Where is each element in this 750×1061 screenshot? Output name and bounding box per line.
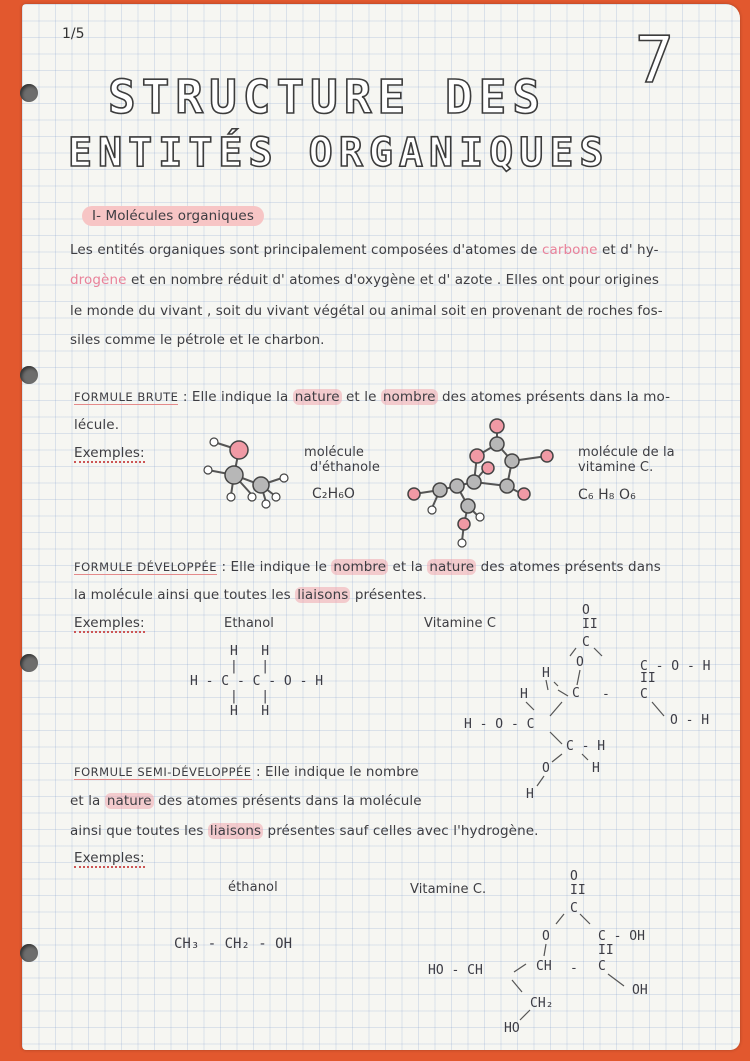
svg-text:-: - — [602, 687, 610, 702]
ethanol-model — [194, 430, 304, 512]
carbon-atom — [467, 475, 481, 489]
text-liaisons: liaisons — [209, 823, 262, 839]
svg-text:C - H: C - H — [566, 739, 606, 754]
formula-row: H - C - C - O - H — [190, 674, 324, 689]
svg-text:-: - — [570, 961, 578, 976]
developpee-line — [74, 559, 661, 575]
svg-text:II: II — [570, 883, 586, 898]
svg-text:C: C — [570, 901, 578, 916]
hydrogen-atom — [272, 493, 280, 501]
svg-text:II: II — [598, 943, 614, 958]
ethanol-name-l1: molécule — [304, 445, 365, 460]
semi-line2 — [70, 793, 422, 809]
binder-hole — [20, 84, 38, 102]
svg-text:O: O — [542, 929, 550, 944]
text-nature: nature — [429, 559, 475, 575]
text: et le — [346, 389, 377, 405]
svg-text:O: O — [570, 869, 578, 884]
carbon-atom — [490, 437, 504, 451]
carbon-atom — [253, 477, 269, 493]
formula-row: H H — [230, 644, 270, 659]
oxygen-atom — [470, 449, 484, 463]
text: et la — [392, 559, 423, 575]
ethanol-developed-formula — [190, 644, 323, 719]
oxygen-atom — [458, 518, 470, 530]
ethanol-semi-formula: CH₃ - CH₂ - OH — [174, 936, 293, 952]
text: des atomes présents dans la molécule — [158, 793, 422, 809]
notebook-page — [22, 4, 740, 1050]
binder-hole — [20, 366, 38, 384]
svg-text:OH: OH — [632, 983, 648, 998]
hydrogen-atom — [262, 500, 270, 508]
text: la molécule ainsi que toutes les — [74, 587, 291, 603]
carbon-atom — [461, 499, 475, 513]
hydrogen-atom — [227, 493, 235, 501]
vitamin-c-model — [402, 416, 562, 551]
page-number: 1/5 — [62, 26, 85, 42]
svg-text:C: C — [598, 959, 606, 974]
text: présentes. — [354, 587, 427, 603]
svg-text:II: II — [582, 617, 598, 632]
text-nature: nature — [294, 389, 340, 405]
vitamin-name-l1: molécule de la — [578, 445, 675, 460]
text: Les entités organiques sont principalement composées d'atomes de — [70, 242, 538, 258]
text: : Elle indique la — [182, 389, 289, 405]
svg-text:CH: CH — [536, 959, 552, 974]
binder-hole — [20, 654, 38, 672]
text-nombre: nombre — [333, 559, 387, 575]
hydrogen-atom — [476, 513, 484, 521]
text: présentes sauf celles avec l'hydrogène. — [267, 823, 539, 839]
vitamin-name-l2: vitamine C. — [578, 460, 654, 475]
hydrogen-atom — [280, 474, 288, 482]
examples-label: Exemples: — [74, 850, 145, 866]
paragraph-line: le monde du vivant , soit du vivant végétal ou animal soit en provenant de roches fos- — [70, 303, 663, 319]
developpee-line2 — [74, 587, 427, 603]
ethanol-label: éthanol — [228, 880, 278, 895]
brute-line2: lécule. — [74, 417, 120, 433]
text-liaisons: liaisons — [297, 587, 349, 603]
vitamin-label: Vitamine C. — [410, 882, 487, 897]
corner-number: 7 — [634, 24, 675, 98]
svg-text:O: O — [576, 655, 584, 670]
text: des atomes présents dans la mo- — [442, 389, 671, 405]
ethanol-label: Ethanol — [224, 616, 275, 631]
svg-text:C - O - H: C - O - H — [640, 659, 711, 674]
svg-text:H: H — [592, 761, 600, 776]
svg-text:C: C — [572, 686, 580, 701]
vitamin-c-developed-formula — [442, 598, 712, 798]
formula-label: FORMULE SEMI-DÉVELOPPÉE — [74, 765, 252, 779]
svg-text:H - O - C: H - O - C — [464, 717, 535, 732]
paragraph-line — [70, 242, 659, 258]
hydrogen-atom — [458, 539, 466, 547]
formula-row: | | — [230, 659, 270, 674]
hydrogen-atom — [248, 493, 256, 501]
vitamin-label: Vitamine C — [424, 616, 497, 631]
hydrogen-atom — [210, 438, 218, 446]
oxygen-atom — [408, 488, 420, 500]
examples-label: Exemples: — [74, 615, 145, 631]
svg-text:O: O — [542, 761, 550, 776]
text: : Elle indique le — [221, 559, 328, 575]
svg-text:O - H: O - H — [670, 713, 710, 728]
formula-row: | | — [230, 689, 270, 704]
text: et d' hy- — [602, 242, 659, 258]
svg-text:C: C — [640, 687, 648, 702]
ethanol-name-l2: d'éthanole — [310, 460, 380, 475]
oxygen-atom — [490, 419, 504, 433]
semi-line3 — [70, 823, 539, 839]
formula-row: H H — [230, 704, 270, 719]
text-nature: nature — [106, 793, 152, 809]
svg-text:H: H — [526, 787, 534, 798]
text: : Elle indique le nombre — [255, 764, 419, 780]
svg-text:CH₂: CH₂ — [530, 996, 554, 1011]
formula-label: FORMULE BRUTE — [74, 390, 179, 404]
text-hydrogene: drogène — [70, 272, 127, 288]
carbon-atom — [225, 466, 243, 484]
svg-text:HO - CH: HO - CH — [428, 963, 483, 978]
oxygen-atom — [541, 450, 553, 462]
formula-label: FORMULE DÉVELOPPÉE — [74, 560, 218, 574]
svg-text:H: H — [542, 666, 550, 681]
text: et la — [70, 793, 101, 809]
svg-text:II: II — [640, 671, 656, 686]
binder-hole — [20, 944, 38, 962]
text-nombre: nombre — [382, 389, 436, 405]
paragraph-line — [70, 272, 659, 288]
oxygen-atom — [230, 441, 248, 459]
carbon-atom — [450, 479, 464, 493]
svg-text:C: C — [582, 635, 590, 650]
ethanol-brute-formula: C₂H₆O — [312, 486, 356, 502]
text-carbone: carbone — [541, 242, 598, 258]
paragraph-line: siles comme le pétrole et le charbon. — [70, 332, 325, 348]
carbon-atom — [505, 454, 519, 468]
semi-line — [74, 764, 419, 780]
section-heading: I- Molécules organiques — [82, 206, 264, 226]
text: des atomes présents dans — [480, 559, 661, 575]
svg-text:H: H — [520, 687, 528, 702]
carbon-atom — [500, 479, 514, 493]
text: ainsi que toutes les — [70, 823, 204, 839]
brute-line — [74, 389, 670, 405]
svg-text:HO: HO — [504, 1021, 520, 1036]
svg-text:C - OH: C - OH — [598, 929, 645, 944]
text: et en nombre réduit d' atomes d'oxygène et d' azote . Elles ont pour origines — [130, 272, 660, 288]
svg-text:O: O — [582, 603, 590, 618]
examples-label: Exemples: — [74, 445, 145, 461]
carbon-atom — [433, 483, 447, 497]
hydrogen-atom — [428, 506, 436, 514]
oxygen-atom — [482, 462, 494, 474]
vitamin-c-semi-formula — [418, 864, 698, 1044]
page-title-line1: STRUCTURE DES — [108, 70, 547, 124]
oxygen-atom — [518, 488, 530, 500]
hydrogen-atom — [204, 466, 212, 474]
page-title-line2: ENTITÉS ORGANIQUES — [68, 130, 610, 176]
vitamin-brute-formula: C₆ H₈ O₆ — [578, 487, 636, 503]
